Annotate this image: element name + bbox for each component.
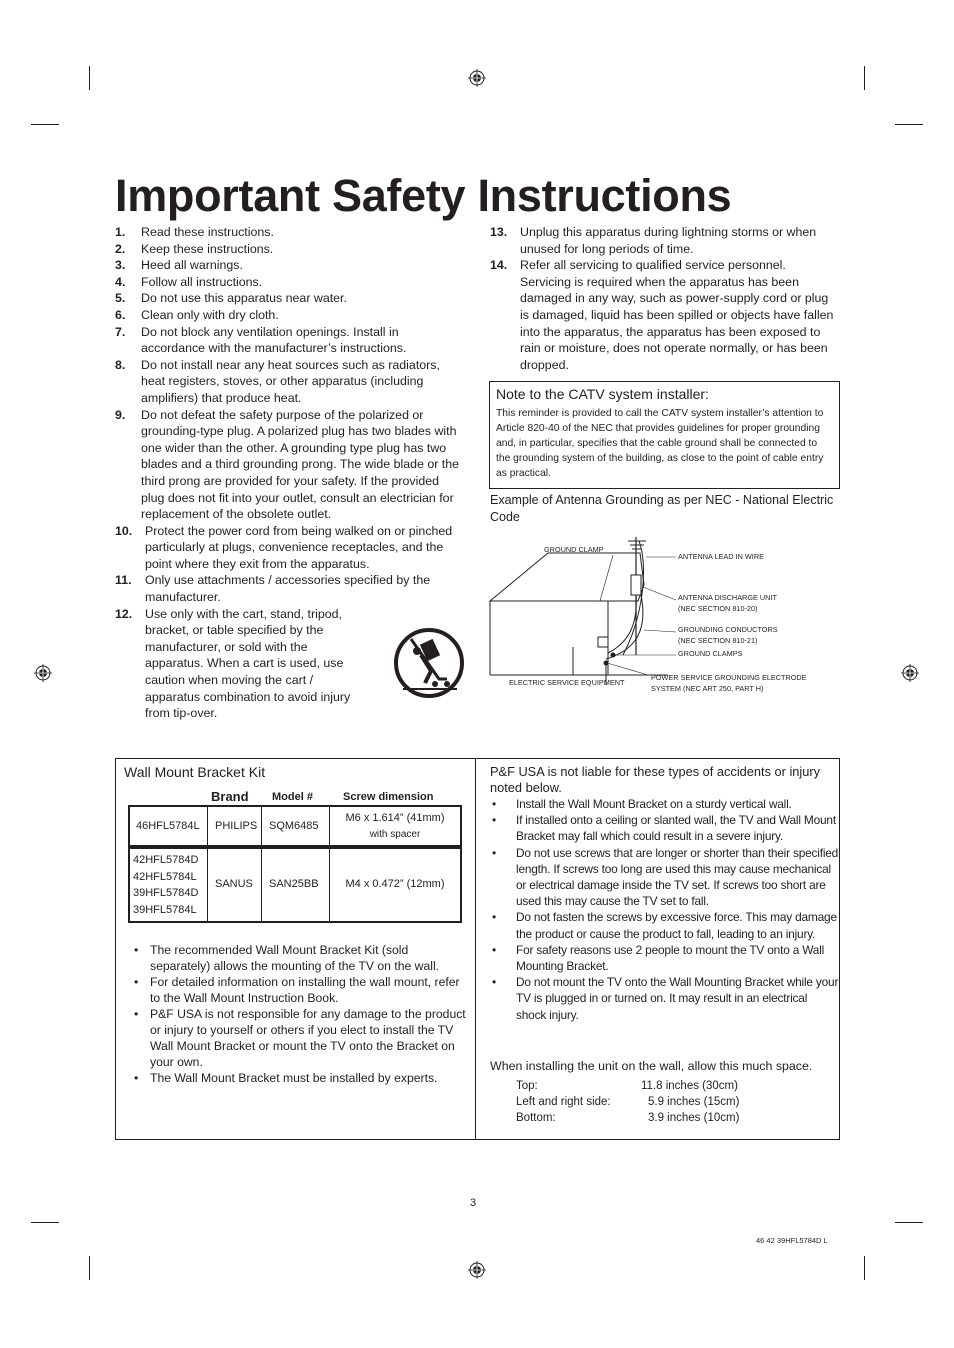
label-ground-clamp: GROUND CLAMP (544, 545, 604, 554)
list-item: • The Wall Mount Bracket must be installed by experts. (124, 1070, 469, 1086)
list-item: • For detailed information on installing the wall mount, refer to the Wall Mount Instruction Book. (124, 974, 469, 1006)
antenna-grounding-diagram (488, 535, 840, 700)
list-item: • Do not use screws that are longer or shorter than their specified length. If screws too long are used this may cause mechanical or electrical damage inside the TV set. If screws too short are used this may cause the TV set to fall. (490, 845, 840, 910)
list-item (490, 257, 840, 373)
row1-screw: M6 x 1.614” (41mm) (345, 812, 445, 824)
spacing-value: 5.9 inches (15cm) (648, 1096, 740, 1108)
item-text: Keep these instructions. (141, 241, 274, 256)
item-text: Only use attachments / accessories specified by the manufacturer. (145, 573, 431, 605)
item-number: 6. (115, 307, 126, 322)
list-item: • Do not fasten the screws by excessive force. This may damage the product or cause the product to fall, leading to an injury. (490, 909, 840, 941)
crop-mark (864, 1256, 865, 1280)
header-screw: Screw dimension (343, 791, 434, 803)
label-electric-service: ELECTRIC SERVICE EQUIPMENT (509, 678, 625, 687)
item-number: 2. (115, 241, 126, 256)
item-number: 4. (115, 274, 126, 289)
list-item (115, 257, 465, 274)
crop-mark (89, 1256, 90, 1280)
item-text: Follow all instructions. (141, 274, 263, 289)
antenna-grounding-caption: Example of Antenna Grounding as per NEC - National Electric Code (490, 493, 834, 524)
list-item (115, 241, 465, 258)
spacing-value: 3.9 inches (10cm) (648, 1112, 740, 1124)
label-grounding-conductors: GROUNDING CONDUCTORS (678, 625, 778, 634)
catv-note-title: Note to the CATV system installer: (496, 386, 709, 402)
label-power-service-sub: SYSTEM (NEC ART 250, PART H) (651, 684, 764, 693)
catv-note-text: This reminder is provided to call the CATV system installer’s attention to Article 820-40 of the NEC that provides guidelines for proper grounding and, in particular, specifies that the cable ground shall be connected to the grounding system of the building, as close to the point of cable entry as practical. (496, 408, 824, 479)
item-text: Heed all warnings. (141, 258, 243, 273)
label-power-service: POWER SERVICE GROUNDING ELECTRODE (651, 673, 807, 682)
item-number: 11. (115, 573, 132, 588)
liability-bullets (490, 796, 840, 1023)
spacing-title: When installing the unit on the wall, allow this much space. (490, 1059, 813, 1073)
list-item: • If installed onto a ceiling or slanted wall, the TV and Wall Mount Bracket may fall which could result in a severe injury. (490, 812, 840, 844)
item-text: Do not block any ventilation openings. Install in accordance with the manufacturer’s instructions. (141, 324, 407, 356)
list-item: • Do not mount the TV onto the Wall Mounting Bracket while your TV is plugged in or turned on. It may result in an electrical shock injury. (490, 974, 840, 1023)
list-item: • For safety reasons use 2 people to mount the TV onto a Wall Mounting Bracket. (490, 942, 840, 974)
catv-note-box (489, 381, 840, 489)
item-number: 7. (115, 324, 126, 339)
list-item: • P&F USA is not responsible for any damage to the product or injury to yourself or others if you elect to install the TV Wall Mount Bracket or mount the TV onto the Bracket on your own. (124, 1006, 469, 1070)
item-text: Protect the power cord from being walked on or pinched particularly at plugs, convenience receptacles, and the point where they exit from the apparatus. (145, 523, 453, 571)
list-item (115, 523, 465, 573)
header-brand: Brand (211, 789, 249, 804)
spacing-label: Top: (516, 1080, 538, 1092)
cart-tip-over-warning-icon (393, 627, 465, 699)
list-item: • The recommended Wall Mount Bracket Kit (sold separately) allows the mounting of the TV on the wall. (124, 942, 469, 974)
list-item (115, 357, 465, 407)
spacing-value: 11.8 inches (30cm) (641, 1080, 738, 1092)
crop-mark (895, 1222, 923, 1223)
model-number: 39HFL5784L (133, 903, 197, 916)
list-item: • Install the Wall Mount Bracket on a sturdy vertical wall. (490, 796, 840, 812)
table-cell-divider (261, 849, 262, 921)
instructions-list-right (490, 224, 840, 373)
item-text: Unplug this apparatus during lightning storms or when unused for long periods of time. (520, 225, 817, 256)
item-text: Do not install near any heat sources such as radiators, heat registers, stoves, or other apparatus (including amplifiers) that produce heat. (141, 357, 440, 405)
crop-mark (31, 1222, 59, 1223)
crop-mark (864, 66, 865, 90)
item-number: 8. (115, 357, 126, 372)
item-number: 12. (115, 606, 133, 621)
list-item (115, 274, 465, 291)
registration-mark-icon (468, 69, 486, 87)
list-item (115, 572, 465, 605)
wall-mount-title: Wall Mount Bracket Kit (124, 764, 266, 780)
list-item (115, 307, 465, 324)
registration-mark-icon (34, 664, 52, 682)
header-model: Model # (272, 791, 313, 803)
item-text: Clean only with dry cloth. (141, 307, 279, 322)
page-number: 3 (470, 1197, 477, 1209)
row1-model: SQM6485 (269, 820, 319, 832)
item-number: 9. (115, 407, 126, 422)
item-number: 10. (115, 523, 133, 538)
section-divider (475, 758, 476, 1140)
label-grounding-conductors-sub: (NEC SECTION 810-21) (678, 636, 758, 645)
row2-model: SAN25BB (269, 878, 319, 890)
item-number: 14. (490, 258, 508, 273)
crop-mark (89, 66, 90, 90)
registration-mark-icon (468, 1261, 486, 1279)
spacing-label: Bottom: (516, 1112, 556, 1124)
page-title: Important Safety Instructions (115, 170, 732, 221)
item-text: Do not defeat the safety purpose of the polarized or grounding-type plug. A polarized plug has two blades with one wider than the other. A grounding type plug has two blades and a third grounding prong. The wide blade or the third prong are provided for your safety. If the provided plug does not fit into your outlet, consult an electrician for replacement of the obsolete outlet. (141, 407, 460, 522)
item-number: 5. (115, 291, 126, 306)
liability-title: P&F USA is not liable for these types of accidents or injury noted below. (490, 764, 821, 795)
row1-screw-sub: with spacer (369, 829, 421, 840)
wall-mount-bullets (124, 942, 469, 1086)
table-cell-divider (261, 807, 262, 845)
crop-mark (895, 124, 923, 125)
item-text: Use only with the cart, stand, tripod, bracket, or table specified by the manufacturer, or sold with the apparatus. When a cart is used, use caution when moving the cart / apparatus combination to avoid injury from tip-over. (145, 606, 351, 721)
row2-brand: SANUS (215, 878, 253, 890)
list-item (115, 324, 465, 357)
label-discharge-unit-sub: (NEC SECTION 810-20) (678, 604, 758, 613)
list-item (115, 224, 465, 241)
row1-models: 46HFL5784L (136, 820, 200, 832)
model-number: 42HFL5784D (133, 854, 199, 866)
item-text: Do not use this apparatus near water. (141, 291, 347, 306)
item-number: 1. (115, 225, 126, 239)
item-text: Read these instructions. (141, 225, 274, 239)
list-item (115, 290, 465, 307)
label-antenna-lead: ANTENNA LEAD IN WIRE (678, 552, 764, 561)
table-cell-divider (207, 849, 208, 921)
row1-brand: PHILIPS (215, 820, 258, 832)
row2-screw: M4 x 0.472” (12mm) (345, 878, 445, 890)
label-ground-clamps: GROUND CLAMPS (678, 649, 743, 658)
row2-models (133, 852, 198, 918)
item-number: 3. (115, 258, 126, 273)
model-code: 46 42 39HFL5784D L (756, 1236, 828, 1245)
registration-mark-icon (901, 664, 919, 682)
table-cell-divider (207, 807, 208, 845)
list-item (115, 407, 465, 523)
model-number: 39HFL5784D (133, 887, 199, 899)
label-discharge-unit: ANTENNA DISCHARGE UNIT (678, 593, 777, 602)
item-number: 13. (490, 225, 508, 239)
list-item (490, 224, 840, 257)
item-text: Refer all servicing to qualified service personnel. Servicing is required when the apparatus has been damaged in any way, such as power-supply cord or plug is damaged, liquid has been spilled or objects have fallen into the apparatus, the apparatus has been exposed to rain or moisture, does not operate normally, or has been dropped. (520, 258, 834, 372)
crop-mark (31, 124, 59, 125)
model-number: 42HFL5784L (133, 870, 197, 883)
spacing-label: Left and right side: (516, 1096, 611, 1108)
